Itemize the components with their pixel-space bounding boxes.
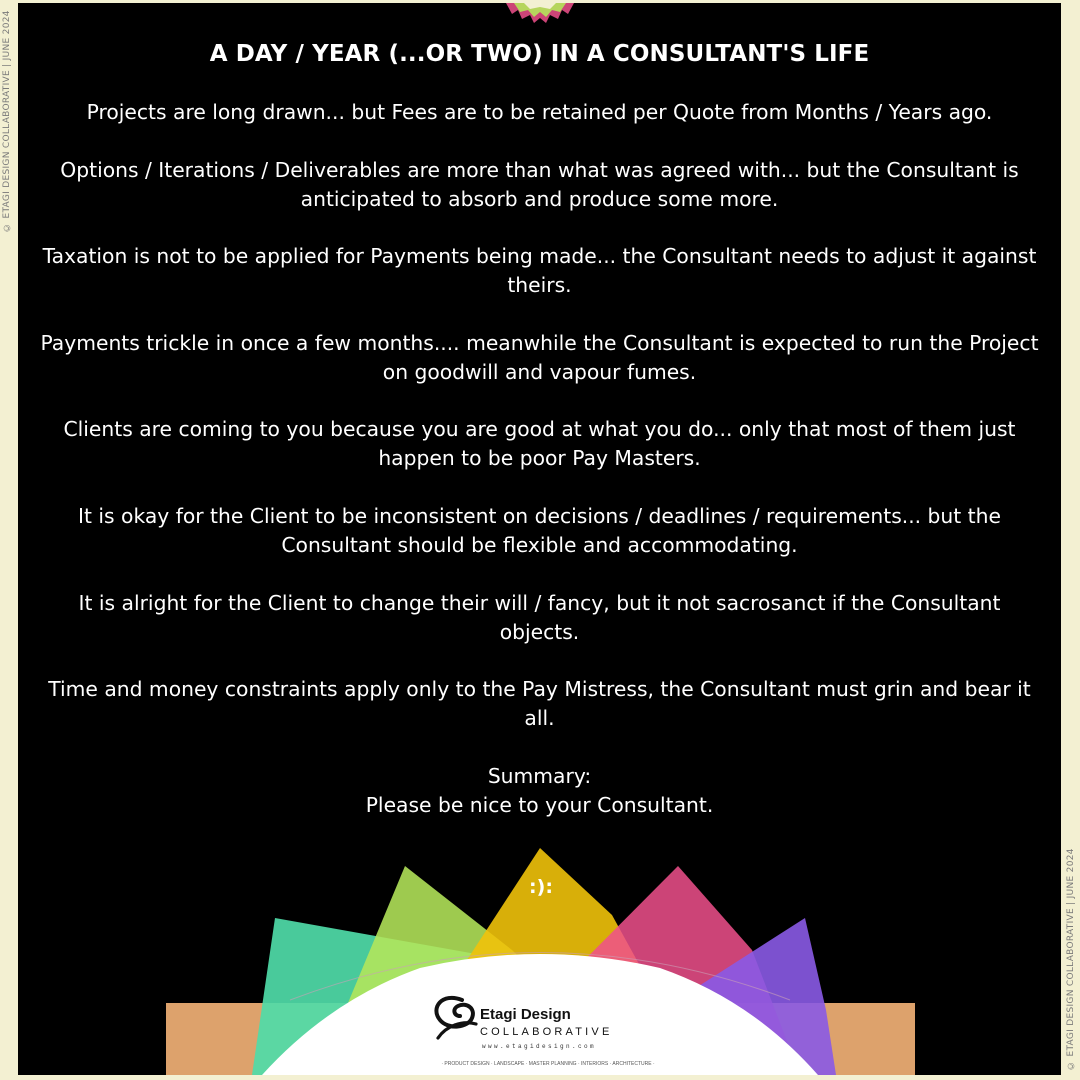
copyright-right: © ETAGI DESIGN COLLABORATIVE | JUNE 2024 [1066, 848, 1076, 1070]
paragraph-fees: Projects are long drawn... but Fees are to be retained per Quote from Months / Years ago. [86, 100, 993, 124]
etagi-logo [428, 990, 668, 1070]
logo-subtitle: COLLABORATIVE [480, 1026, 613, 1038]
paragraph-inconsistency: It is okay for the Client to be inconsistent on decisions / deadlines / requirements... but the Consultant should be flexible and accommodating. [78, 503, 1001, 557]
top-sunburst-icon [506, 3, 574, 23]
paragraph-taxation: Taxation is not to be applied for Payments being made... the Consultant needs to adjust it against theirs. [42, 244, 1037, 298]
paragraph-payments: Payments trickle in once a few months.... meanwhile the Consultant is expected to run the Project on goodwill and vapour fumes. [40, 330, 1039, 384]
poster-title: A DAY / YEAR (...OR TWO) IN A CONSULTANT'S LIFE [209, 41, 870, 67]
summary-label: Summary: [487, 763, 592, 788]
copyright-left: © ETAGI DESIGN COLLABORATIVE | JUNE 2024 [2, 10, 12, 232]
logo-url: www.etagidesign.com [482, 1043, 597, 1050]
paragraph-deliverables: Options / Iterations / Deliverables are more than what was agreed with... but the Consultant is anticipated to absorb and produce some more. [60, 157, 1019, 211]
summary-text: Please be nice to your Consultant. [365, 792, 714, 817]
paragraph-clients: Clients are coming to you because you are good at what you do... only that most of them just happen to be poor Pay Masters. [63, 417, 1016, 471]
smiley-emoticon: :): [529, 876, 553, 898]
paragraph-change: It is alright for the Client to change their will / fancy, but it not sacrosanct if the Consultant objects. [78, 590, 1001, 644]
logo-services: · PRODUCT DESIGN · LANDSCAPE · MASTER PLANNING · INTERIORS · ARCHITECTURE · [441, 1061, 655, 1067]
logo-name: Etagi Design [480, 1006, 571, 1023]
paragraph-constraints: Time and money constraints apply only to the Pay Mistress, the Consultant must grin and bear it all. [48, 677, 1031, 731]
